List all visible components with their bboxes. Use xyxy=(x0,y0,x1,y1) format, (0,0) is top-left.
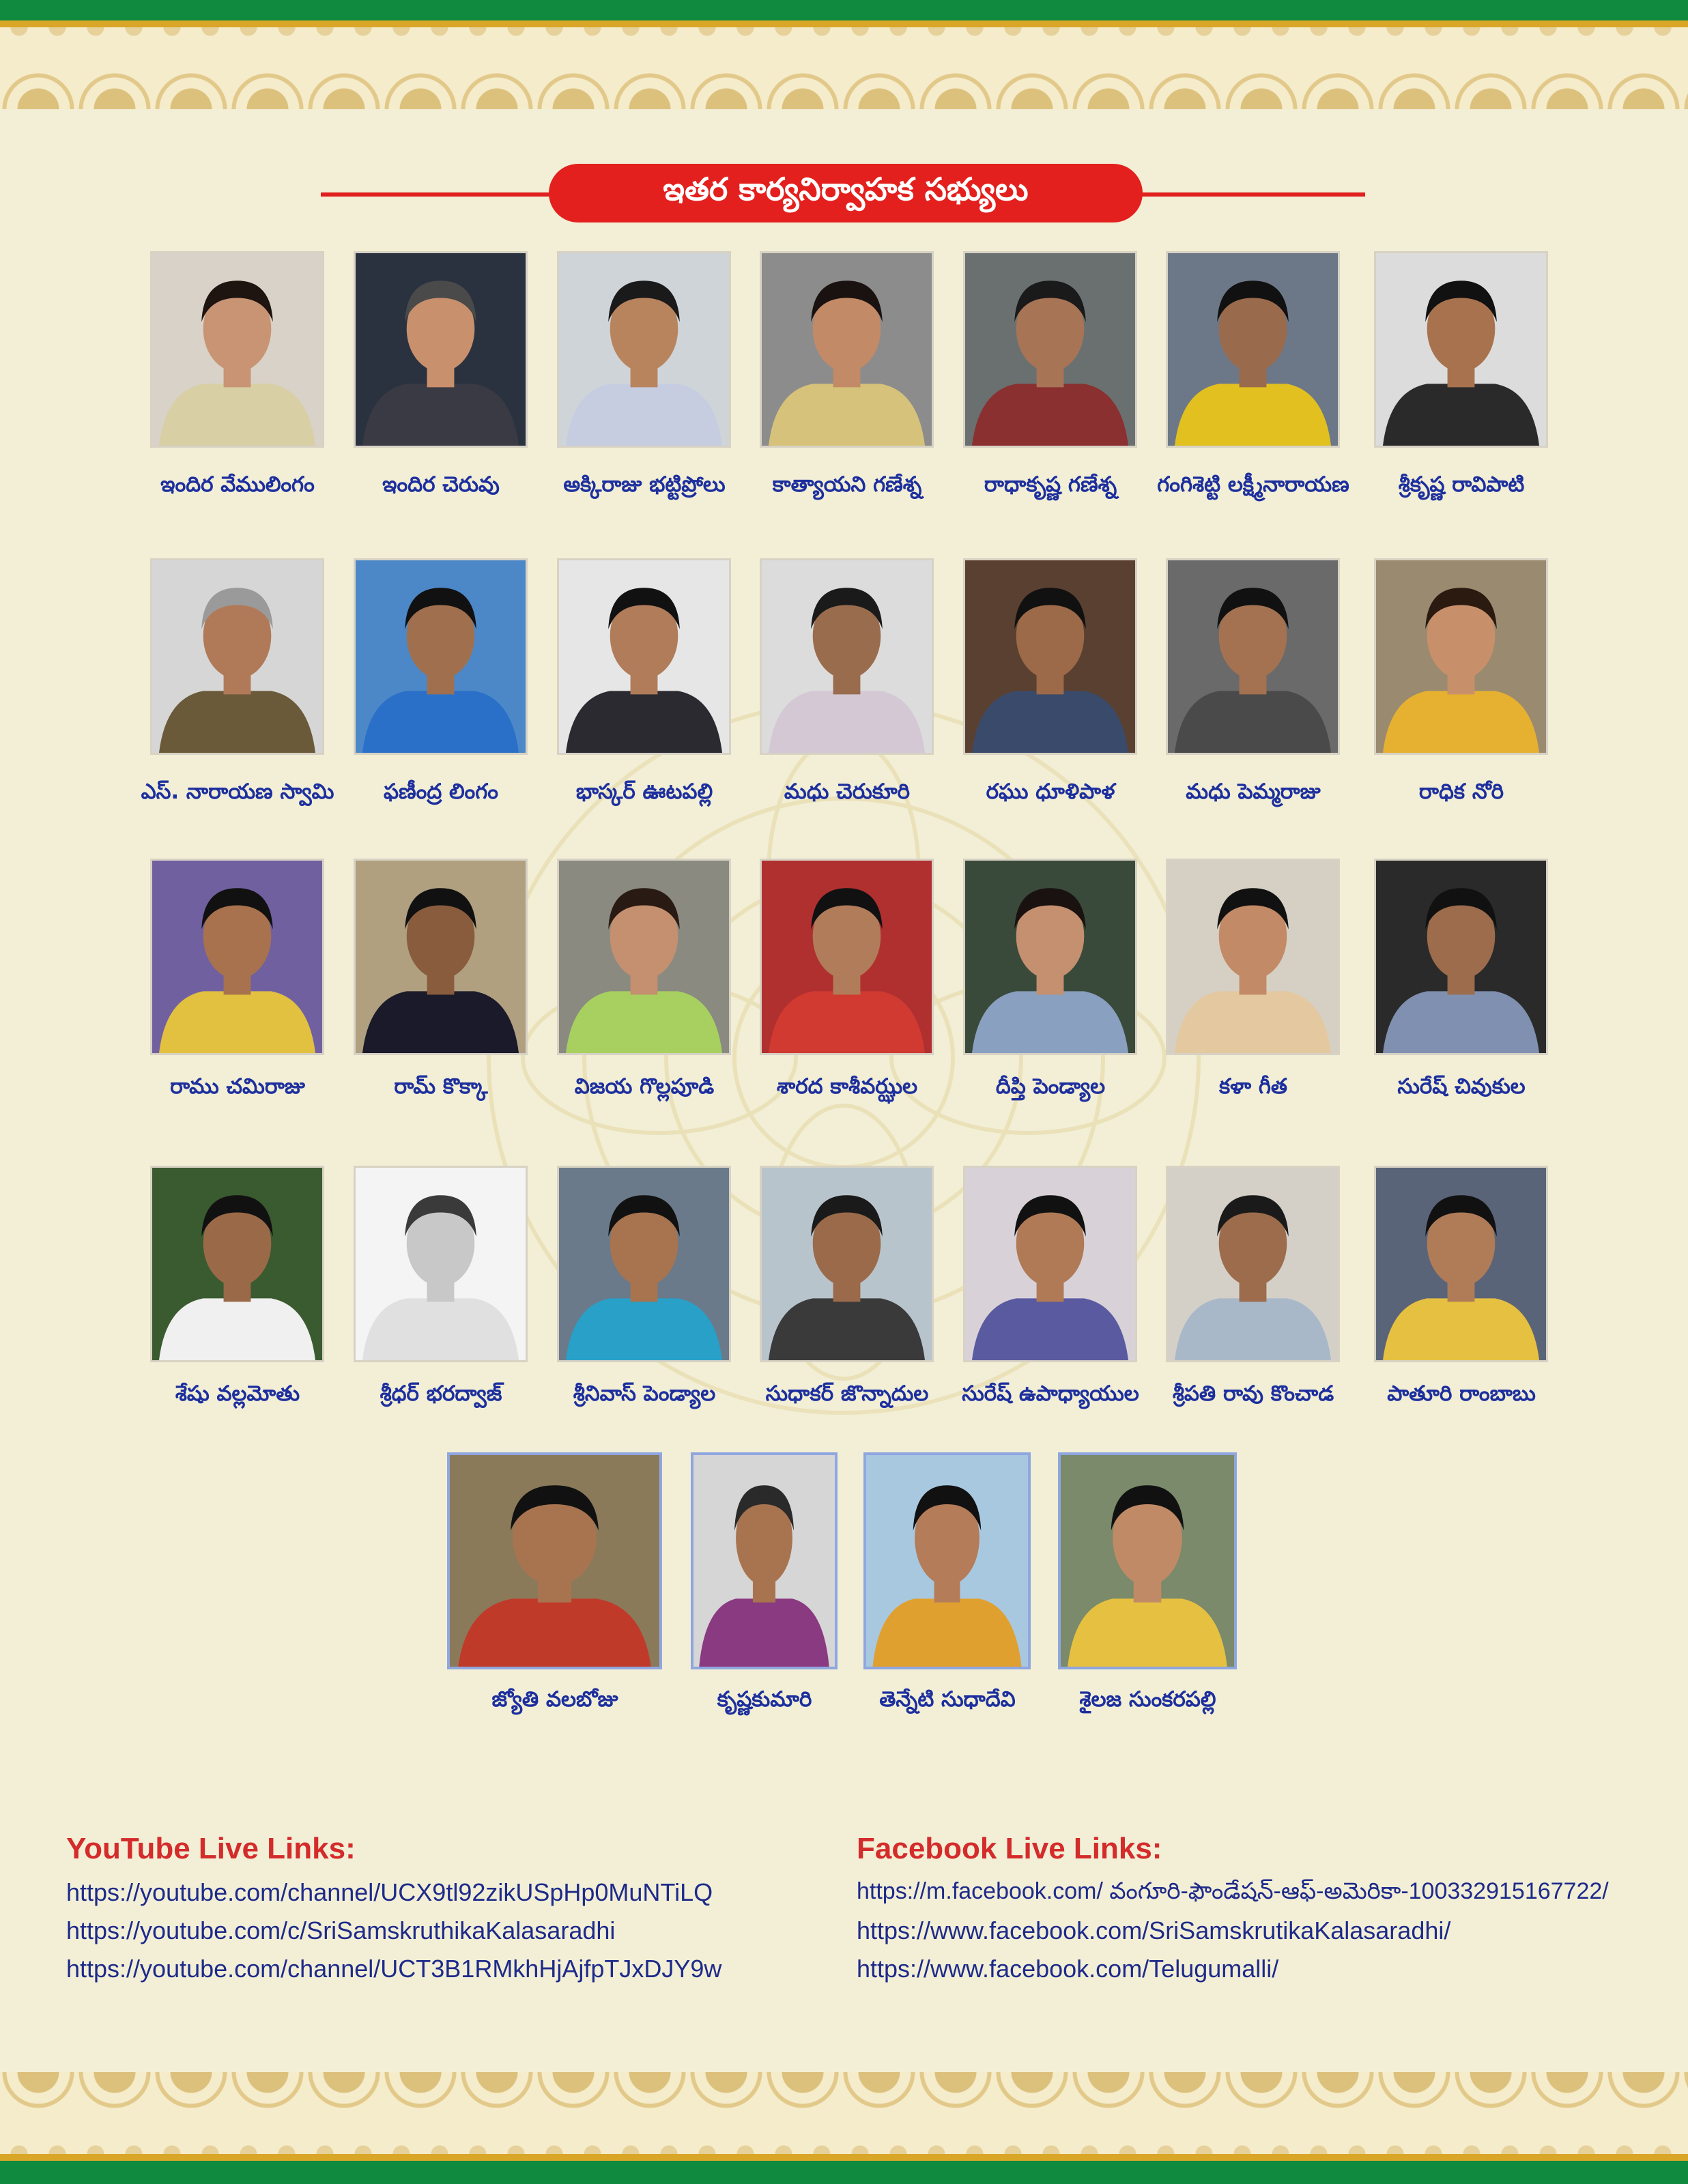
member-photo xyxy=(760,859,934,1055)
member-name: తెన్నేటి సుధాదేవి xyxy=(879,1687,1016,1712)
member-name: రఘు ధూళిపాళ xyxy=(986,779,1115,804)
top-gold-line xyxy=(0,20,1688,27)
member-photo xyxy=(447,1452,662,1669)
member-photo xyxy=(760,1166,934,1362)
member-photo xyxy=(354,859,528,1055)
member-photo xyxy=(1374,558,1548,755)
member-card xyxy=(963,1166,1137,1441)
facebook-link[interactable]: https://m.facebook.com/ వంగూరి-ఫౌండేషన్-ఆఫ్-అమెరికా-100332915167722/ xyxy=(857,1878,1609,1904)
youtube-link[interactable]: https://youtube.com/channel/UCX9tl92zikUSpHp0MuNTiLQ xyxy=(66,1878,713,1906)
youtube-links-heading: YouTube Live Links: xyxy=(66,1832,356,1865)
member-card xyxy=(557,251,731,532)
member-card xyxy=(354,1166,528,1441)
member-photo xyxy=(354,558,528,755)
bottom-green-band xyxy=(0,2161,1688,2184)
member-card xyxy=(760,1166,934,1441)
member-name: కళా గీత xyxy=(1218,1074,1288,1099)
member-card xyxy=(760,558,934,839)
member-name: సుధాకర్ జొన్నాదుల xyxy=(765,1381,929,1406)
member-card xyxy=(863,1452,1031,1747)
member-name: శేషు వల్లమోతు xyxy=(175,1381,300,1406)
member-card xyxy=(150,859,324,1134)
member-name: గంగిశెట్టి లక్ష్మీనారాయణ xyxy=(1157,472,1349,497)
member-name: రామ్ కొక్కా xyxy=(394,1074,488,1099)
facebook-links-heading: Facebook Live Links: xyxy=(857,1832,1162,1865)
member-card xyxy=(557,1166,731,1441)
member-name: మధు పెమ్మరాజు xyxy=(1186,779,1321,804)
member-card xyxy=(447,1452,662,1747)
member-photo xyxy=(557,251,731,448)
member-card xyxy=(1166,1166,1340,1441)
member-photo xyxy=(1374,251,1548,448)
member-photo xyxy=(557,558,731,755)
member-card xyxy=(1374,251,1548,532)
member-card xyxy=(691,1452,838,1747)
member-name: శ్రీనివాస్ పెండ్యాల xyxy=(573,1381,716,1406)
member-photo xyxy=(1166,1166,1340,1362)
member-card xyxy=(760,859,934,1134)
member-name: భాస్కర్ ఊటపల్లి xyxy=(575,779,713,804)
member-card xyxy=(760,251,934,532)
member-card xyxy=(141,558,334,839)
member-photo xyxy=(354,251,528,448)
member-photo xyxy=(963,1166,1137,1362)
member-card xyxy=(557,558,731,839)
member-name: ఎస్. నారాయణ స్వామి xyxy=(141,779,334,804)
member-photo xyxy=(1058,1452,1237,1669)
member-photo xyxy=(150,1166,324,1362)
facebook-link[interactable]: https://www.facebook.com/Telugumalli/ xyxy=(857,1955,1279,1983)
member-card xyxy=(354,859,528,1134)
member-card xyxy=(1157,251,1349,532)
member-name: సురేష్ చివుకుల xyxy=(1397,1074,1526,1099)
top-green-band xyxy=(0,0,1688,20)
member-card xyxy=(1166,558,1340,839)
member-name: శ్రీకృష్ణ రావిపాటి xyxy=(1398,472,1525,497)
title-rule-right xyxy=(1133,192,1365,197)
member-name: పాతూరి రాంబాబు xyxy=(1387,1381,1536,1406)
member-name: అక్కిరాజు భట్టిప్రోలు xyxy=(563,472,726,497)
title-rule-left xyxy=(321,192,553,197)
member-card xyxy=(963,859,1137,1134)
bottom-gold-line xyxy=(0,2154,1688,2161)
member-photo xyxy=(760,558,934,755)
member-photo xyxy=(150,251,324,448)
member-card xyxy=(354,251,528,532)
member-photo xyxy=(557,859,731,1055)
member-name: రాధాకృష్ణ గణేశ్న xyxy=(984,472,1117,497)
member-photo xyxy=(691,1452,838,1669)
member-card xyxy=(150,251,324,532)
member-name: శారద కాశీవఝ్ఝల xyxy=(776,1074,918,1099)
member-card xyxy=(354,558,528,839)
member-photo xyxy=(1374,859,1548,1055)
member-card xyxy=(1374,558,1548,839)
member-photo xyxy=(1166,558,1340,755)
member-name: ఇందిర వేములింగం xyxy=(160,472,315,497)
member-photo xyxy=(557,1166,731,1362)
member-name: సురేష్ ఉపాధ్యాయుల xyxy=(962,1381,1139,1406)
member-card xyxy=(1058,1452,1237,1747)
member-photo xyxy=(963,859,1137,1055)
member-card xyxy=(150,1166,324,1441)
member-name: రాధిక నోరి xyxy=(1418,779,1504,804)
member-photo xyxy=(963,558,1137,755)
member-photo xyxy=(150,859,324,1055)
member-photo xyxy=(354,1166,528,1362)
member-card xyxy=(963,558,1137,839)
member-name: కృష్ణకుమారి xyxy=(717,1687,812,1712)
member-card xyxy=(1374,1166,1548,1441)
member-photo xyxy=(863,1452,1031,1669)
member-photo xyxy=(963,251,1137,448)
section-title: ఇతర కార్యనిర్వాహక సభ్యులు xyxy=(549,164,1143,222)
member-name: కాత్యాయని గణేశ్న xyxy=(772,472,922,497)
member-photo xyxy=(150,558,324,755)
member-photo xyxy=(1374,1166,1548,1362)
member-card xyxy=(1374,859,1548,1134)
youtube-link[interactable]: https://youtube.com/c/SriSamskruthikaKalasaradhi xyxy=(66,1916,616,1944)
member-card xyxy=(963,251,1137,532)
member-name: రాము చమిరాజు xyxy=(170,1074,305,1099)
facebook-link[interactable]: https://www.facebook.com/SriSamskrutikaKalasaradhi/ xyxy=(857,1916,1451,1944)
member-name: శైలజ సుంకరపల్లి xyxy=(1079,1687,1216,1712)
member-photo xyxy=(1166,251,1340,448)
member-photo xyxy=(760,251,934,448)
member-name: శ్రీధర్ భరద్వాజ్ xyxy=(380,1381,502,1406)
member-name: ఇందిర చెరువు xyxy=(382,472,500,497)
member-name: దీప్తి పెండ్యాల xyxy=(995,1074,1106,1099)
youtube-link[interactable]: https://youtube.com/channel/UCT3B1RMkhHjAjfpTJxDJY9w xyxy=(66,1955,722,1983)
member-name: శ్రీపతి రావు కొంచాడ xyxy=(1172,1381,1334,1406)
member-name: ఫణీంద్ర లింగం xyxy=(383,779,499,804)
member-photo xyxy=(1166,859,1340,1055)
member-card xyxy=(557,859,731,1134)
member-card xyxy=(1166,859,1340,1134)
bottom-ornamental-border xyxy=(0,2072,1688,2154)
member-name: జ్యోతి వలబోజు xyxy=(491,1687,618,1712)
member-name: విజయ గొల్లపూడి xyxy=(574,1074,715,1099)
top-ornamental-border xyxy=(0,27,1688,109)
member-name: మధు చెరుకూరి xyxy=(784,779,911,804)
